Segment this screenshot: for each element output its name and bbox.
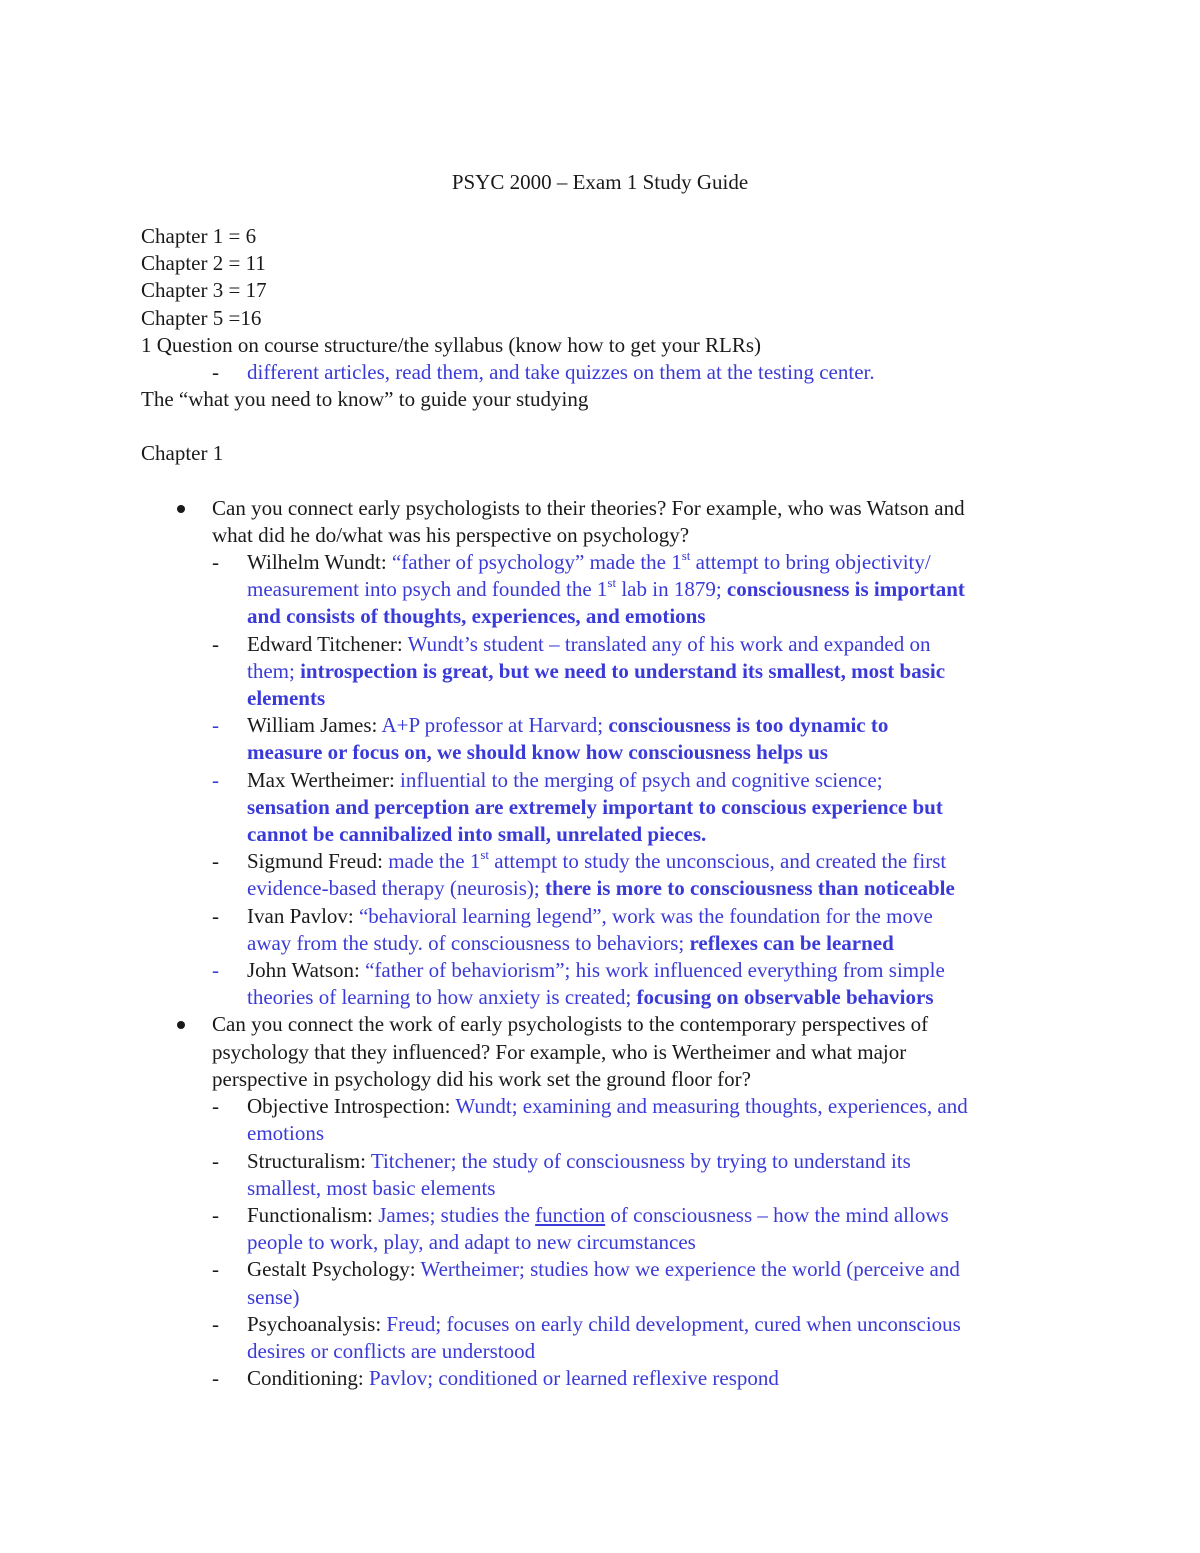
chapter-count-1: Chapter 1 = 6 — [141, 224, 257, 248]
psychologist-titchener — [141, 631, 1101, 713]
perspective-structuralism — [141, 1148, 1101, 1202]
answer-bold-text: elements — [247, 686, 326, 711]
question-2-line-2: psychology that they influenced? For example, who is Wertheimer and what major — [212, 1039, 907, 1064]
question-1 — [141, 495, 1101, 549]
answer-bold-text: reflexes can be learned — [689, 930, 894, 955]
answer-text: Freud; focuses on early child development, cured when unconscious — [386, 1311, 961, 1336]
answer-text: “father of psychology” made the 1 — [391, 550, 682, 575]
bullet-icon — [177, 505, 185, 513]
answer-bold-text: focusing on observable behaviors — [636, 985, 934, 1010]
perspective-name: Psychoanalysis: — [247, 1311, 387, 1336]
perspective-name: Conditioning: — [247, 1366, 369, 1391]
dash-marker: - — [212, 713, 219, 738]
answer-text: sense) — [247, 1284, 300, 1309]
chapter-count-3: Chapter 3 = 17 — [141, 278, 267, 303]
answer-text: evidence-based therapy (neurosis); — [247, 876, 545, 901]
answer-text: Pavlov; conditioned or learned reflexive respond — [368, 1366, 779, 1391]
answer-text: made the 1 — [388, 849, 481, 874]
perspective-functionalism — [141, 1202, 1101, 1256]
answer-text: away from the study. of consciousness to behaviors; — [247, 930, 690, 955]
answer-text: of consciousness – how the mind allows — [605, 1202, 949, 1227]
answer-text: influential to the merging of psych and cognitive science; — [400, 767, 883, 792]
answer-text: Wertheimer; studies how we experience the world (perceive and — [420, 1257, 960, 1282]
answer-text: James; studies the — [378, 1202, 536, 1227]
perspective-conditioning — [141, 1365, 1101, 1392]
psychologist-name: Wilhelm Wundt: — [247, 550, 392, 575]
superscript: st — [607, 575, 617, 591]
psychologist-name: Max Wertheimer: — [247, 767, 401, 792]
question-2 — [141, 1011, 1101, 1093]
syllabus-question: 1 Question on course structure/the syllabus (know how to get your RLRs) — [141, 332, 761, 357]
psychologist-james — [141, 712, 1101, 766]
answer-bold-text: sensation and perception are extremely important to conscious experience but — [247, 794, 943, 819]
superscript: st — [480, 847, 489, 863]
perspective-gestalt — [141, 1256, 1101, 1310]
psychologist-freud — [141, 848, 1101, 902]
answer-text: emotions — [247, 1121, 324, 1146]
question-2-line-1: Can you connect the work of early psychologists to the contemporary perspectives of — [212, 1012, 929, 1037]
psychologist-name: Ivan Pavlov: — [247, 903, 359, 928]
answer-bold-text: consciousness is important — [726, 577, 965, 602]
perspective-name: Functionalism: — [247, 1202, 379, 1227]
guide-line: The “what you need to know” to guide your studying — [141, 387, 589, 412]
syllabus-answer-row — [141, 359, 1101, 386]
psychologist-wundt — [141, 549, 1101, 631]
dash-marker: - — [212, 1148, 219, 1173]
answer-text: theories of learning to how anxiety is created; — [247, 985, 637, 1010]
answer-bold-text: there is more to consciousness than noticeable — [544, 876, 955, 901]
perspective-name: Objective Introspection: — [247, 1094, 456, 1119]
bullet-icon — [177, 1021, 185, 1029]
answer-text: A+P professor at Harvard; — [381, 713, 609, 738]
answer-text: Wundt’s student – translated any of his work and expanded on — [407, 631, 931, 656]
answer-bold-text: measure or focus on, we should know how consciousness helps us — [247, 740, 828, 765]
answer-text: desires or conflicts are understood — [247, 1338, 536, 1363]
perspective-objective-introspection — [141, 1093, 1101, 1147]
psychologist-name: William James: — [247, 713, 382, 738]
answer-text: people to work, play, and adapt to new circumstances — [247, 1230, 696, 1255]
perspective-psychoanalysis — [141, 1311, 1101, 1365]
psychologist-name: Sigmund Freud: — [247, 849, 389, 874]
answer-text: attempt to bring objectivity/ — [690, 550, 931, 575]
dash-marker: - — [212, 1366, 219, 1391]
dash-marker: - — [212, 1257, 219, 1282]
dash-marker: - — [212, 360, 219, 385]
answer-bold-text: cannot be cannibalized into small, unrelated pieces. — [247, 822, 707, 847]
syllabus-answer: different articles, read them, and take quizzes on them at the testing center. — [247, 360, 875, 385]
dash-marker: - — [212, 550, 219, 575]
perspective-name: Gestalt Psychology: — [247, 1257, 421, 1282]
psychologist-watson — [141, 957, 1101, 1011]
psychologist-name: Edward Titchener: — [247, 631, 408, 656]
page-title: PSYC 2000 – Exam 1 Study Guide — [451, 170, 749, 194]
answer-bold-text: consciousness is too dynamic to — [608, 713, 889, 738]
dash-marker: - — [212, 1094, 219, 1119]
answer-text: lab in 1879; — [616, 577, 727, 602]
dash-marker: - — [212, 1311, 219, 1336]
question-1-line-1: Can you connect early psychologists to their theories? For example, who was Watson and — [212, 495, 965, 520]
answer-text: them; — [247, 658, 301, 683]
question-2-line-3: perspective in psychology did his work set the ground floor for? — [212, 1066, 751, 1091]
answer-text: “father of behaviorism”; his work influenced everything from simple — [365, 958, 945, 983]
psychologist-wertheimer — [141, 767, 1101, 849]
dash-marker: - — [212, 849, 219, 874]
perspective-name: Structuralism: — [247, 1148, 371, 1173]
psychologist-pavlov — [141, 903, 1101, 957]
dash-marker: - — [212, 631, 219, 656]
superscript: st — [681, 548, 691, 564]
answer-text: measurement into psych and founded the 1 — [247, 577, 608, 602]
dash-marker: - — [212, 958, 219, 983]
answer-bold-text: and consists of thoughts, experiences, and emotions — [247, 604, 706, 629]
chapter-count-2: Chapter 2 = 11 — [141, 251, 266, 276]
underlined-text: function — [535, 1202, 606, 1227]
answer-text: Titchener; the study of consciousness by trying to understand its — [370, 1148, 911, 1173]
question-1-line-2: what did he do/what was his perspective on psychology? — [212, 522, 690, 547]
answer-text: “behavioral learning legend”, work was the foundation for the move — [358, 903, 933, 928]
answer-text: attempt to study the unconscious, and created the first — [489, 849, 947, 874]
answer-text: smallest, most basic elements — [247, 1175, 496, 1200]
psychologist-name: John Watson: — [247, 958, 366, 983]
dash-marker: - — [212, 767, 219, 792]
dash-marker: - — [212, 1202, 219, 1227]
intro-section — [141, 223, 1101, 1392]
answer-bold-text: introspection is great, but we need to understand its smallest, most basic — [300, 658, 946, 683]
dash-marker: - — [212, 903, 219, 928]
chapter1-heading: Chapter 1 — [141, 441, 224, 466]
answer-text: Wundt; examining and measuring thoughts, experiences, and — [455, 1094, 968, 1119]
chapter-count-5: Chapter 5 =16 — [141, 305, 262, 330]
